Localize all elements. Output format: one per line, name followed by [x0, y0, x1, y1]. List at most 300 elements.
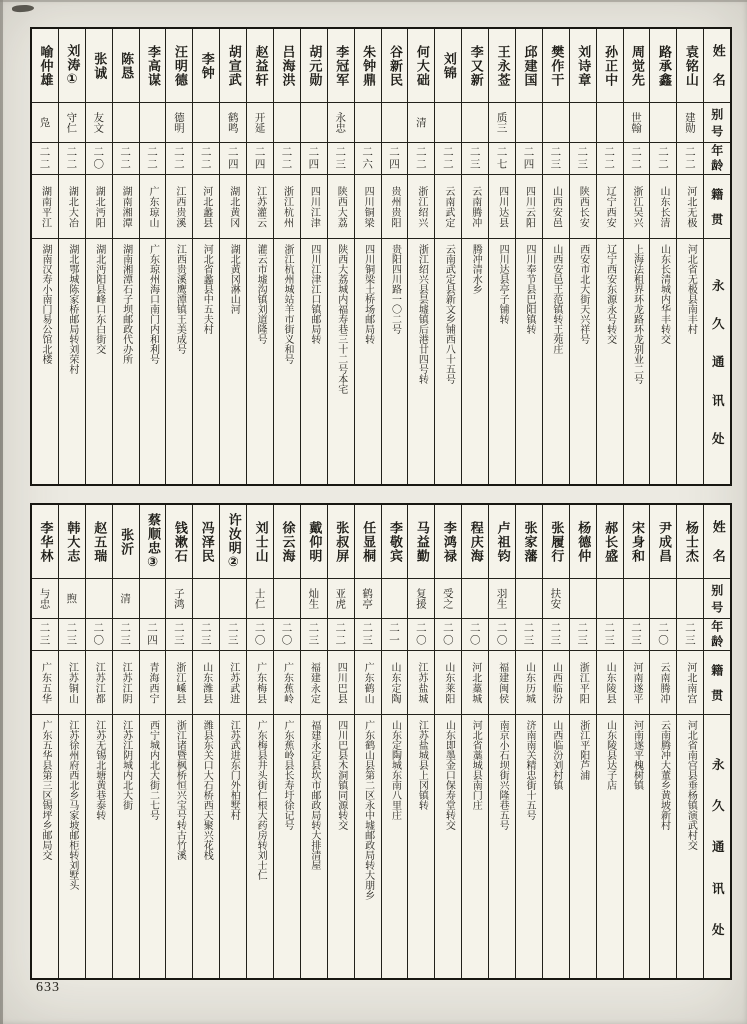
person-name: 钱漱石 — [166, 505, 192, 579]
header-name: 姓 名 — [704, 505, 730, 579]
person-alias: 受之 — [435, 579, 461, 619]
person-column — [219, 505, 246, 978]
person-age: 二三 — [516, 619, 542, 651]
person-address: 湖南湘潭石子坝邮政代办所 — [120, 244, 132, 364]
person-address: 湖南汉寿小南门易公馆北楼 — [39, 244, 51, 364]
person-column — [32, 29, 58, 484]
person-origin: 广东琼山 — [140, 175, 166, 239]
person-address: 湖北鄂城陈家桥邮局转刘荣村 — [66, 244, 78, 374]
person-address: 浙江平阳芦浦 — [577, 720, 589, 780]
person-address: 江苏无锡北塘黄巷泰转 — [93, 720, 105, 820]
person-origin: 山东历城 — [516, 651, 542, 715]
person-origin: 陕西长安 — [570, 175, 596, 239]
person-origin: 山西临汾 — [543, 651, 569, 715]
person-age: 二二 — [650, 143, 676, 175]
person-column — [381, 29, 408, 484]
person-origin: 浙江平阳 — [570, 651, 596, 715]
person-name: 周觉先 — [624, 29, 650, 103]
person-address: 上海法租界环龙路环龙别业二号 — [631, 244, 643, 384]
person-name: 路承鑫 — [650, 29, 676, 103]
person-name: 孙正中 — [597, 29, 623, 103]
person-address: 山东陵县达子店 — [604, 720, 616, 790]
person-column — [488, 505, 515, 978]
person-alias — [382, 103, 408, 143]
person-age: 二四 — [301, 143, 327, 175]
register-table — [30, 503, 732, 980]
person-age: 二二 — [408, 143, 434, 175]
person-column — [273, 505, 300, 978]
person-origin: 浙江杭州 — [274, 175, 300, 239]
header-origin: 籍 贯 — [704, 651, 730, 715]
person-origin: 辽宁西安 — [597, 175, 623, 239]
person-name: 袁铭山 — [677, 29, 703, 103]
person-address: 云南腾冲大董乡黄坡新村 — [658, 720, 670, 830]
person-name: 徐云海 — [274, 505, 300, 579]
header-origin: 籍 贯 — [704, 175, 730, 239]
person-name: 尹成昌 — [650, 505, 676, 579]
person-origin: 广东梅县 — [247, 651, 273, 715]
person-age: 二二 — [32, 143, 58, 175]
person-alias: 羽生 — [489, 579, 515, 619]
person-name: 李又新 — [462, 29, 488, 103]
person-name: 刘士山 — [247, 505, 273, 579]
person-name: 赵五瑞 — [86, 505, 112, 579]
person-column — [623, 29, 650, 484]
person-alias — [193, 579, 219, 619]
person-name: 李高谋 — [140, 29, 166, 103]
person-origin: 广东五华 — [32, 651, 58, 715]
person-alias: 亚虎 — [328, 579, 354, 619]
person-name: 卢祖钧 — [489, 505, 515, 579]
person-name: 胡元勋 — [301, 29, 327, 103]
person-origin: 山西安邑 — [543, 175, 569, 239]
person-address: 江苏盐城县上冈镇转 — [416, 720, 428, 810]
person-alias — [140, 579, 166, 619]
person-address: 广东鹤山县第二区永中墟邮政局转大朋乡 — [362, 720, 374, 900]
person-alias: 复援 — [408, 579, 434, 619]
person-name: 任显桐 — [355, 505, 381, 579]
person-origin: 江苏盐城 — [408, 651, 434, 715]
person-age: 二〇 — [435, 619, 461, 651]
person-column — [569, 29, 596, 484]
person-address: 河北省蠡县中五夫村 — [201, 244, 213, 334]
person-name: 刘涛① — [59, 29, 85, 103]
person-column — [300, 29, 327, 484]
header-address: 永 久 通 讯 处 — [710, 757, 726, 936]
person-column — [596, 505, 623, 978]
person-origin: 河北南宫 — [677, 651, 703, 715]
person-age: 二三 — [301, 619, 327, 651]
person-address: 四川达县亭子铺转 — [497, 244, 509, 324]
person-name: 杨士杰 — [677, 505, 703, 579]
header-name: 姓 名 — [704, 29, 730, 103]
person-alias — [274, 579, 300, 619]
person-age: 二二 — [435, 143, 461, 175]
person-alias — [570, 579, 596, 619]
header-alias: 别 号 — [704, 103, 730, 143]
person-name: 汪明德 — [166, 29, 192, 103]
person-origin: 四川云阳 — [516, 175, 542, 239]
person-alias: 永忠 — [328, 103, 354, 143]
person-name: 冯泽民 — [193, 505, 219, 579]
person-origin: 河南遂平 — [624, 651, 650, 715]
person-origin: 山东陵县 — [597, 651, 623, 715]
person-alias: 子鸿 — [166, 579, 192, 619]
person-age: 二三 — [570, 143, 596, 175]
person-address: 江西贵溪鹰潭镇王美成号 — [174, 244, 186, 354]
person-alias — [462, 579, 488, 619]
person-origin: 四川巴县 — [328, 651, 354, 715]
person-alias — [677, 579, 703, 619]
person-age: 二三 — [677, 619, 703, 651]
person-alias: 清 — [113, 579, 139, 619]
person-column — [461, 505, 488, 978]
person-age: 二二 — [597, 143, 623, 175]
person-age: 二二 — [328, 619, 354, 651]
header-column — [703, 505, 730, 978]
person-address: 河北省无极县南丰村 — [685, 244, 697, 334]
person-age: 二三 — [355, 619, 381, 651]
person-origin: 云南腾冲 — [650, 651, 676, 715]
person-address: 四川铜梁土桥场邮局转 — [362, 244, 374, 344]
person-alias — [570, 103, 596, 143]
person-age: 二三 — [624, 619, 650, 651]
person-origin: 湖南平江 — [32, 175, 58, 239]
person-alias: 士仁 — [247, 579, 273, 619]
person-column — [434, 505, 461, 978]
person-alias: 开延 — [247, 103, 273, 143]
person-alias — [220, 579, 246, 619]
page-number: 633 — [36, 980, 60, 995]
person-age: 二三 — [166, 619, 192, 651]
person-address: 腾冲清水乡 — [470, 244, 482, 294]
person-origin: 四川铜梁 — [355, 175, 381, 239]
person-name: 喻仲雄 — [32, 29, 58, 103]
person-address: 湖北黄冈淋山河 — [228, 244, 240, 314]
person-column — [192, 29, 219, 484]
person-origin: 云南武定 — [435, 175, 461, 239]
person-alias: 煦 — [59, 579, 85, 619]
person-name: 胡宣武 — [220, 29, 246, 103]
person-origin: 四川江津 — [301, 175, 327, 239]
person-address: 云南武定县新文乡铺西八十五号 — [443, 244, 455, 384]
person-name: 郝长盛 — [597, 505, 623, 579]
person-origin: 贵州贵阳 — [382, 175, 408, 239]
person-age: 二一 — [382, 619, 408, 651]
person-address: 广东梅县井头街仁根大药房转刘士仁 — [255, 720, 267, 880]
person-alias — [140, 103, 166, 143]
person-address: 河南遂平槐树镇 — [631, 720, 643, 790]
person-alias: 与忠 — [32, 579, 58, 619]
person-origin: 江苏江都 — [86, 651, 112, 715]
person-origin: 浙江嵊县 — [166, 651, 192, 715]
person-origin: 山东莱阳 — [435, 651, 461, 715]
person-alias — [516, 103, 542, 143]
person-age: 二三 — [543, 143, 569, 175]
person-column — [327, 505, 354, 978]
person-address: 山西安邑王范镇转王苑庄 — [550, 244, 562, 354]
person-name: 张沂 — [113, 505, 139, 579]
person-age: 二〇 — [86, 619, 112, 651]
person-name: 李华林 — [32, 505, 58, 579]
person-column — [354, 29, 381, 484]
person-origin: 江苏武进 — [220, 651, 246, 715]
person-column — [354, 505, 381, 978]
person-origin: 青海西宁 — [140, 651, 166, 715]
person-name: 王永莶 — [489, 29, 515, 103]
person-column — [273, 29, 300, 484]
person-alias: 鹤亭 — [355, 579, 381, 619]
person-name: 何大础 — [408, 29, 434, 103]
person-address: 浙江绍兴县昙墟镇后港廿四号转 — [416, 244, 428, 384]
person-address: 山东即墨金口保寿堂转交 — [443, 720, 455, 830]
person-age: 二三 — [543, 619, 569, 651]
person-alias — [624, 579, 650, 619]
person-name: 宋身和 — [624, 505, 650, 579]
person-address: 潍县东关口大石桥西天聚兴花栈 — [201, 720, 213, 860]
person-age: 二四 — [516, 143, 542, 175]
person-address: 山东定陶城东南八里庄 — [389, 720, 401, 820]
person-alias — [435, 103, 461, 143]
person-column — [327, 29, 354, 484]
person-age: 二二 — [624, 143, 650, 175]
person-age: 二三 — [570, 619, 596, 651]
person-origin: 江西贵溪 — [166, 175, 192, 239]
person-alias: 世翰 — [624, 103, 650, 143]
person-name: 樊作干 — [543, 29, 569, 103]
person-alias — [274, 103, 300, 143]
person-origin: 湖北黄冈 — [220, 175, 246, 239]
register-table — [30, 27, 732, 486]
person-age: 二四 — [382, 143, 408, 175]
person-name: 李敬宾 — [382, 505, 408, 579]
person-column — [676, 29, 703, 484]
person-column — [165, 505, 192, 978]
person-column — [85, 29, 112, 484]
person-name: 吕海洪 — [274, 29, 300, 103]
person-address: 贵阳四川路一〇二号 — [389, 244, 401, 334]
person-name: 李钟 — [193, 29, 219, 103]
person-name: 张家藩 — [516, 505, 542, 579]
person-column — [112, 505, 139, 978]
person-column — [58, 505, 85, 978]
person-column — [542, 505, 569, 978]
person-age: 二二 — [193, 143, 219, 175]
person-alias: 质三 — [489, 103, 515, 143]
person-name: 陈恳 — [113, 29, 139, 103]
person-age: 二二 — [166, 143, 192, 175]
person-origin: 浙江绍兴 — [408, 175, 434, 239]
person-address: 济南南关精忠街十五号 — [523, 720, 535, 820]
person-age: 二〇 — [86, 143, 112, 175]
person-alias — [543, 103, 569, 143]
person-alias — [301, 103, 327, 143]
register-tables — [30, 27, 732, 980]
person-origin: 山东长清 — [650, 175, 676, 239]
person-name: 朱钟鼎 — [355, 29, 381, 103]
person-address: 河北省藁城县南门庄 — [470, 720, 482, 810]
person-address: 浙江杭州城站羊市街义和号 — [281, 244, 293, 364]
person-alias: 清 — [408, 103, 434, 143]
person-address: 陕西大荔城内福寿巷三十二号本宅 — [335, 244, 347, 394]
person-age: 二三 — [113, 619, 139, 651]
person-age: 二三 — [193, 619, 219, 651]
person-alias — [86, 579, 112, 619]
person-origin: 江苏铜山 — [59, 651, 85, 715]
header-alias: 别 号 — [704, 579, 730, 619]
person-origin: 云南腾冲 — [462, 175, 488, 239]
person-alias — [597, 103, 623, 143]
header-age: 年 龄 — [704, 619, 730, 651]
person-origin: 湖南湘潭 — [113, 175, 139, 239]
person-name: 李鸿禄 — [435, 505, 461, 579]
person-name: 张履行 — [543, 505, 569, 579]
scan-artifact — [12, 4, 34, 13]
person-alias: 扶安 — [543, 579, 569, 619]
person-address: 广东琼州海口南门内和利号 — [147, 244, 159, 364]
person-address: 四川巴县木洞镇同源转交 — [335, 720, 347, 830]
person-column — [488, 29, 515, 484]
person-age: 二二 — [274, 143, 300, 175]
person-origin: 湖北大冶 — [59, 175, 85, 239]
person-address: 山东长清城内华丰转交 — [658, 244, 670, 344]
header-column — [703, 29, 730, 484]
person-origin: 广东鹤山 — [355, 651, 381, 715]
person-alias — [113, 103, 139, 143]
person-alias — [650, 103, 676, 143]
person-age: 二〇 — [408, 619, 434, 651]
person-column — [515, 29, 542, 484]
person-alias — [355, 103, 381, 143]
person-name: 刘诗章 — [570, 29, 596, 103]
person-origin: 湖北沔阳 — [86, 175, 112, 239]
person-age: 二七 — [489, 143, 515, 175]
person-name: 邱建国 — [516, 29, 542, 103]
person-age: 二〇 — [489, 619, 515, 651]
person-name: 韩大志 — [59, 505, 85, 579]
person-column — [139, 505, 166, 978]
person-name: 蔡顺忠③ — [140, 505, 166, 579]
person-origin: 四川达县 — [489, 175, 515, 239]
person-column — [85, 505, 112, 978]
person-name: 谷新民 — [382, 29, 408, 103]
person-column — [246, 29, 273, 484]
person-column — [569, 505, 596, 978]
person-column — [139, 29, 166, 484]
person-origin: 浙江吴兴 — [624, 175, 650, 239]
person-column — [649, 505, 676, 978]
person-alias — [382, 579, 408, 619]
person-alias — [597, 579, 623, 619]
person-address: 江苏徐州府西北乡马家坡邮柜转刘墅头 — [66, 720, 78, 890]
person-column — [515, 505, 542, 978]
person-age: 二四 — [220, 143, 246, 175]
person-age: 二二 — [677, 143, 703, 175]
person-alias: 凫 — [32, 103, 58, 143]
person-address: 西宁城内北大街二七号 — [147, 720, 159, 820]
person-origin: 陕西大荔 — [328, 175, 354, 239]
person-age: 二〇 — [247, 619, 273, 651]
person-age: 二四 — [140, 619, 166, 651]
person-origin: 江苏江阴 — [113, 651, 139, 715]
person-address: 辽宁西安东源永号转交 — [604, 244, 616, 344]
person-alias — [462, 103, 488, 143]
person-column — [542, 29, 569, 484]
person-name: 戴仰明 — [301, 505, 327, 579]
person-column — [596, 29, 623, 484]
person-origin: 河北无极 — [677, 175, 703, 239]
person-column — [165, 29, 192, 484]
person-column — [58, 29, 85, 484]
person-origin: 山东潍县 — [193, 651, 219, 715]
header-address: 永 久 通 讯 处 — [710, 278, 726, 445]
person-column — [407, 505, 434, 978]
person-address: 湖北沔阳县峰口东白街交 — [93, 244, 105, 354]
person-column — [300, 505, 327, 978]
person-name: 程庆海 — [462, 505, 488, 579]
person-name: 赵益轩 — [247, 29, 273, 103]
person-age: 二二 — [59, 143, 85, 175]
person-name: 李冠军 — [328, 29, 354, 103]
person-column — [112, 29, 139, 484]
person-age: 二四 — [247, 143, 273, 175]
person-column — [461, 29, 488, 484]
person-address: 西安市北大街天兴祥号 — [577, 244, 589, 344]
person-address: 广东蕉岭县长寿圩徐记号 — [281, 720, 293, 830]
person-age: 二三 — [220, 619, 246, 651]
person-name: 刘锦 — [435, 29, 461, 103]
person-alias — [193, 103, 219, 143]
person-age: 二〇 — [274, 619, 300, 651]
person-age: 二二 — [140, 143, 166, 175]
person-age: 二三 — [462, 143, 488, 175]
person-address: 南京小石坝街兴隆巷五号 — [497, 720, 509, 830]
person-name: 杨德仲 — [570, 505, 596, 579]
person-column — [649, 29, 676, 484]
person-alias: 鹤鸣 — [220, 103, 246, 143]
person-address: 浙江诸暨枫桥恒兴宝号转古竹溪 — [174, 720, 186, 860]
person-alias: 守仁 — [59, 103, 85, 143]
person-age: 二二 — [113, 143, 139, 175]
person-column — [434, 29, 461, 484]
person-address: 四川江津江口镇邮局转 — [308, 244, 320, 344]
person-name: 许汝明② — [220, 505, 246, 579]
person-address: 灌云市墟沟镇刘道隆号 — [255, 244, 267, 344]
person-address: 山西临汾刘村镇 — [550, 720, 562, 790]
person-column — [623, 505, 650, 978]
person-age: 二六 — [355, 143, 381, 175]
person-column — [192, 505, 219, 978]
person-name: 张诚 — [86, 29, 112, 103]
person-alias: 友文 — [86, 103, 112, 143]
person-column — [219, 29, 246, 484]
person-address: 江苏武进东门外柏墅村 — [228, 720, 240, 820]
person-column — [246, 505, 273, 978]
person-address: 河北省南宫县垂杨镇演武村交 — [685, 720, 697, 850]
person-age: 二三 — [328, 143, 354, 175]
person-address: 江苏江阴城内北大街 — [120, 720, 132, 810]
person-alias — [516, 579, 542, 619]
person-name: 马益勤 — [408, 505, 434, 579]
person-column — [676, 505, 703, 978]
person-age: 二三 — [32, 619, 58, 651]
person-alias: 灿生 — [301, 579, 327, 619]
person-column — [32, 505, 58, 978]
person-origin: 福建闽侯 — [489, 651, 515, 715]
person-origin: 河北藁城 — [462, 651, 488, 715]
person-address: 福建永定县坎市邮政局转大排清屋 — [308, 720, 320, 870]
person-origin: 江苏灌云 — [247, 175, 273, 239]
